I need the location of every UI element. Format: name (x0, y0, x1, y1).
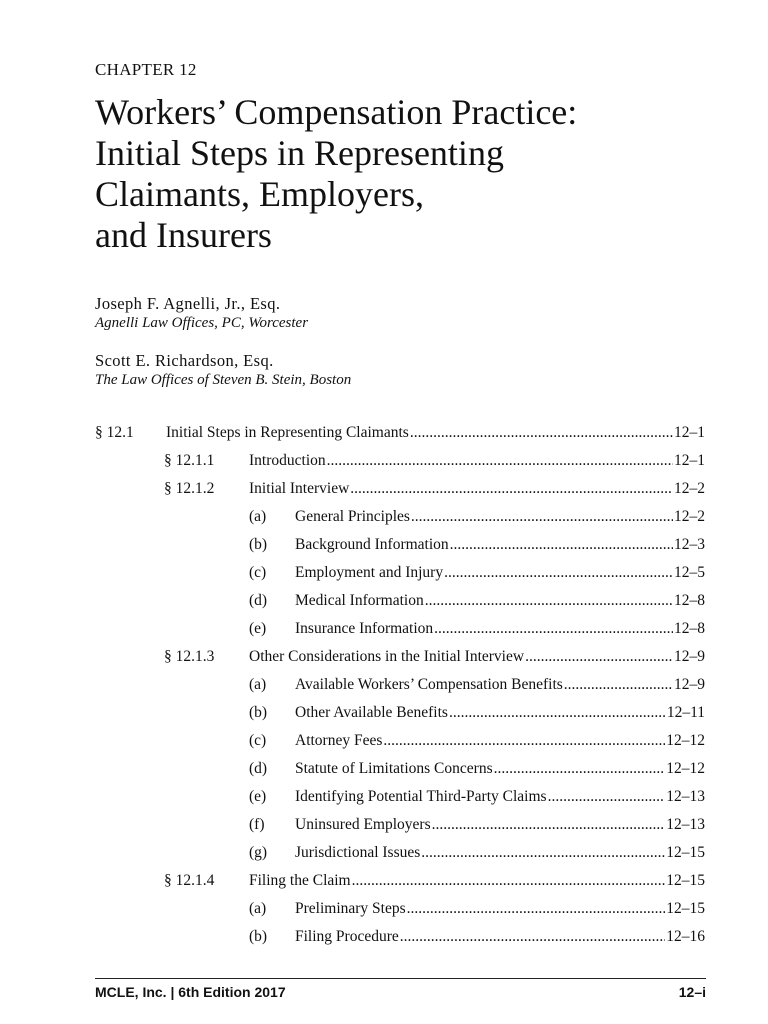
toc-leader-dots (444, 559, 673, 587)
toc-leader-dots (407, 895, 666, 923)
toc-entry (164, 475, 705, 503)
chapter-label: CHAPTER 12 (95, 60, 197, 79)
toc-section-title: Identifying Potential Third-Party Claims (295, 788, 547, 805)
toc-leader-dots (525, 643, 673, 671)
author-name: Scott E. Richardson, Esq. (95, 351, 274, 370)
toc-section-number: (b) (249, 536, 268, 553)
toc-entry (249, 895, 705, 923)
toc-leader-dots (432, 811, 666, 839)
toc-leader-dots (564, 671, 673, 699)
toc-section-title: Filing the Claim (249, 872, 351, 889)
toc-leader-dots (383, 727, 665, 755)
toc-section-number: § 12.1 (95, 424, 134, 441)
toc-page-number: 12–15 (666, 872, 705, 889)
author-affiliation: Agnelli Law Offices, PC, Worcester (95, 315, 309, 331)
toc-page-number: 12–13 (666, 788, 705, 805)
toc-entry (249, 755, 705, 783)
toc-section-number: (c) (249, 564, 267, 581)
toc-section-title: Jurisdictional Issues (295, 844, 421, 861)
toc-section-number: § 12.1.4 (164, 872, 215, 889)
title-line: Initial Steps in Representing (95, 133, 504, 173)
toc-page-number: 12–12 (666, 732, 705, 749)
toc-section-title: Employment and Injury (295, 564, 444, 581)
toc-entry (249, 811, 705, 839)
toc-entry (249, 559, 705, 587)
toc-entry (249, 503, 705, 531)
title-line: Workers’ Compensation Practice: (95, 92, 578, 132)
toc-section-number: (b) (249, 928, 268, 945)
toc-section-number: (d) (249, 760, 268, 777)
toc-section-title: Insurance Information (295, 620, 434, 637)
toc-page-number: 12–2 (674, 480, 705, 497)
toc-page-number: 12–1 (674, 424, 705, 441)
toc-entry (249, 923, 705, 951)
toc-page-number: 12–9 (674, 648, 705, 665)
toc-section-number: (a) (249, 676, 267, 693)
toc-section-number: (a) (249, 900, 267, 917)
toc-leader-dots (350, 475, 673, 503)
toc-leader-dots (434, 615, 673, 643)
toc-section-title: Initial Interview (249, 480, 350, 497)
author-block (95, 351, 351, 389)
toc-entry (249, 783, 705, 811)
toc-section-number: (c) (249, 732, 267, 749)
toc-section-title: Filing Procedure (295, 928, 399, 945)
toc-page-number: 12–1 (674, 452, 705, 469)
toc-leader-dots (425, 587, 673, 615)
toc-entry (249, 727, 705, 755)
toc-section-title: Uninsured Employers (295, 816, 431, 833)
toc-section-title: Preliminary Steps (295, 900, 406, 917)
toc-section-title: Attorney Fees (295, 732, 383, 749)
toc-entry (249, 587, 705, 615)
footer-divider (95, 978, 706, 979)
footer-page-number: 12–i (678, 984, 706, 1000)
toc-page-number: 12–12 (666, 760, 705, 777)
toc-section-number: (e) (249, 620, 267, 637)
toc-section-title: Initial Steps in Representing Claimants (166, 424, 409, 441)
toc-page-number: 12–2 (674, 508, 705, 525)
toc-leader-dots (449, 699, 666, 727)
toc-entry (95, 419, 705, 447)
toc-leader-dots (352, 867, 666, 895)
toc-leader-dots (494, 755, 666, 783)
footer-publisher: MCLE, Inc. | 6th Edition 2017 (95, 984, 286, 1000)
title-line: Claimants, Employers, (95, 174, 424, 214)
toc-page-number: 12–5 (674, 564, 705, 581)
toc-section-number: (e) (249, 788, 267, 805)
toc-section-title: Background Information (295, 536, 449, 553)
toc-leader-dots (410, 419, 673, 447)
toc-entry (164, 643, 705, 671)
toc-page-number: 12–15 (666, 844, 705, 861)
toc-entry (249, 671, 705, 699)
toc-page-number: 12–8 (674, 592, 705, 609)
author-affiliation: The Law Offices of Steven B. Stein, Boston (95, 372, 352, 388)
toc-section-title: Statute of Limitations Concerns (295, 760, 493, 777)
toc-entry (249, 615, 705, 643)
toc-leader-dots (400, 923, 666, 951)
toc-section-title: General Principles (295, 508, 410, 525)
author-block (95, 294, 308, 332)
toc-leader-dots (421, 839, 665, 867)
toc-page-number: 12–9 (674, 676, 705, 693)
toc-leader-dots (411, 503, 673, 531)
toc-page-number: 12–11 (666, 704, 705, 721)
toc-entry (249, 839, 705, 867)
toc-leader-dots (450, 531, 673, 559)
toc-page-number: 12–16 (666, 928, 705, 945)
toc-section-number: § 12.1.3 (164, 648, 215, 665)
toc-leader-dots (327, 447, 673, 475)
toc-section-number: (g) (249, 844, 268, 861)
toc-section-number: § 12.1.2 (164, 480, 215, 497)
toc-section-number: (b) (249, 704, 268, 721)
toc-page-number: 12–13 (666, 816, 705, 833)
toc-entry (249, 699, 705, 727)
toc-entry (164, 867, 705, 895)
toc-page-number: 12–8 (674, 620, 705, 637)
toc-entry (249, 531, 705, 559)
toc-entry (164, 447, 705, 475)
toc-section-title: Other Available Benefits (295, 704, 448, 721)
toc-section-number: (a) (249, 508, 267, 525)
chapter-title (95, 92, 735, 256)
toc-section-number: (d) (249, 592, 268, 609)
toc-leader-dots (548, 783, 666, 811)
author-name: Joseph F. Agnelli, Jr., Esq. (95, 294, 281, 313)
toc-section-number: § 12.1.1 (164, 452, 215, 469)
toc-page-number: 12–3 (674, 536, 705, 553)
toc-section-title: Medical Information (295, 592, 424, 609)
toc-section-title: Introduction (249, 452, 326, 469)
title-line: and Insurers (95, 215, 272, 255)
toc-section-number: (f) (249, 816, 265, 833)
toc-page-number: 12–15 (666, 900, 705, 917)
toc-section-title: Other Considerations in the Initial Interview (249, 648, 525, 665)
toc-section-title: Available Workers’ Compensation Benefits (295, 676, 563, 693)
